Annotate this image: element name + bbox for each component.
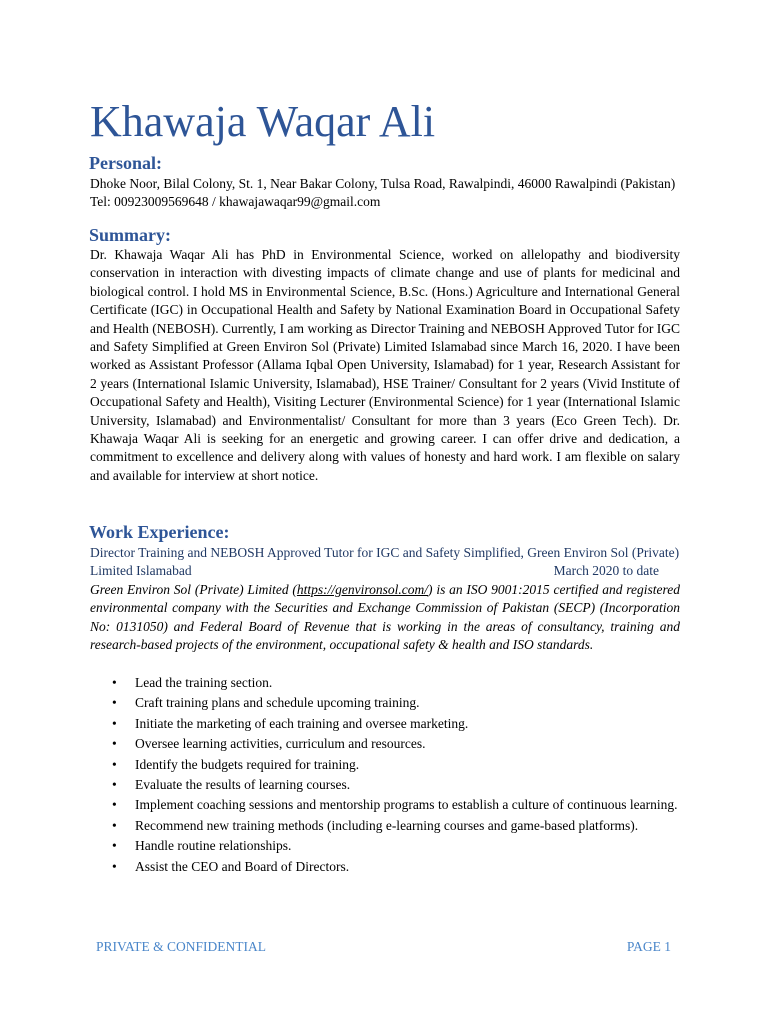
duties-list — [90, 674, 680, 878]
duty-item: • Handle routine relationships. — [90, 837, 680, 855]
duty-item: • Implement coaching sessions and mentorship programs to establish a culture of continuous learning. — [90, 796, 680, 814]
company-intro-text: Green Environ Sol (Private) Limited ( — [90, 582, 297, 597]
duty-item: • Assist the CEO and Board of Directors. — [90, 858, 680, 876]
duty-item: • Evaluate the results of learning courses. — [90, 776, 680, 794]
job-title-text: Director Training and NEBOSH Approved Tutor for IGC and Safety Simplified, Green Environ Sol (Private) Limited Islamabad — [90, 545, 680, 578]
duty-item: • Lead the training section. — [90, 674, 680, 692]
personal-heading: Personal: — [89, 153, 162, 173]
summary-text: Dr. Khawaja Waqar Ali has PhD in Environmental Science, worked on allelopathy and biodiversity conservation in interaction with divesting impacts of climate change and use of plants for medicinal and biological control. I hold MS in Environmental Science, B.Sc. (Hons.) Agriculture and International General Certificate (IGC) in Occupational Health and Safety by National Examination Board in Occupational Safety and Health (NEBOSH). Currently, I am working as Director Training and NEBOSH Approved Tutor for IGC and Safety Simplified at Green Environ Sol (Private) Limited Islamabad since March 16, 2020. I have been worked as Assistant Professor (Allama Iqbal Open University, Islamabad) for 1 year, Research Assistant for 2 years (International Islamic University, Islamabad), HSE Trainer/ Consultant for 2 years (Vivid Institute of Occupational Safety and Health), Visiting Lecturer (Environmental Science) for 1 year (International Islamic University, Islamabad) and Environmentalist/ Consultant for more than 3 years (Eco Green Tech). Dr. Khawaja Waqar Ali is seeking for an energetic and growing career. I can offer drive and dedication, a commitment to excellence and delivery along with values of honesty and hard work. I am flexible on salary and available for interview at short notice. — [90, 247, 680, 483]
company-rest-text: ) is an ISO 9001:2015 certified and registered environmental company with the Securities and Exchange Commission of Pakistan (SECP) (Incorporation No: 0131050) and Federal Board of Revenue that is working in the areas of consultancy, training and research-based projects of the environment, occupational safety & health and ISO standards. — [90, 582, 681, 653]
duty-item: • Oversee learning activities, curriculum and resources. — [90, 735, 680, 753]
candidate-name: Khawaja Waqar Ali — [90, 97, 436, 146]
duty-item: • Recommend new training methods (including e-learning courses and game-based platforms). — [90, 817, 680, 835]
duty-item: • Initiate the marketing of each training and oversee marketing. — [90, 715, 680, 733]
company-description — [90, 581, 680, 655]
footer-page-number: PAGE 1 — [626, 939, 671, 954]
footer-confidential: PRIVATE & CONFIDENTIAL — [96, 939, 267, 954]
job-date-range: March 2020 to date — [553, 563, 659, 578]
personal-details: Dhoke Noor, Bilal Colony, St. 1, Near Bakar Colony, Tulsa Road, Rawalpindi, 46000 Rawalpindi (Pakistan) Tel: 00923009569648 / khawajawaqar99@gmail.com — [90, 176, 676, 210]
job-title — [90, 544, 680, 580]
company-website-link[interactable]: https://genvironsol.com/ — [296, 582, 429, 597]
duty-item: • Identify the budgets required for training. — [90, 756, 680, 774]
summary-heading: Summary: — [89, 225, 171, 245]
work-experience-heading: Work Experience: — [89, 522, 230, 542]
duty-item: • Craft training plans and schedule upcoming training. — [90, 694, 680, 712]
